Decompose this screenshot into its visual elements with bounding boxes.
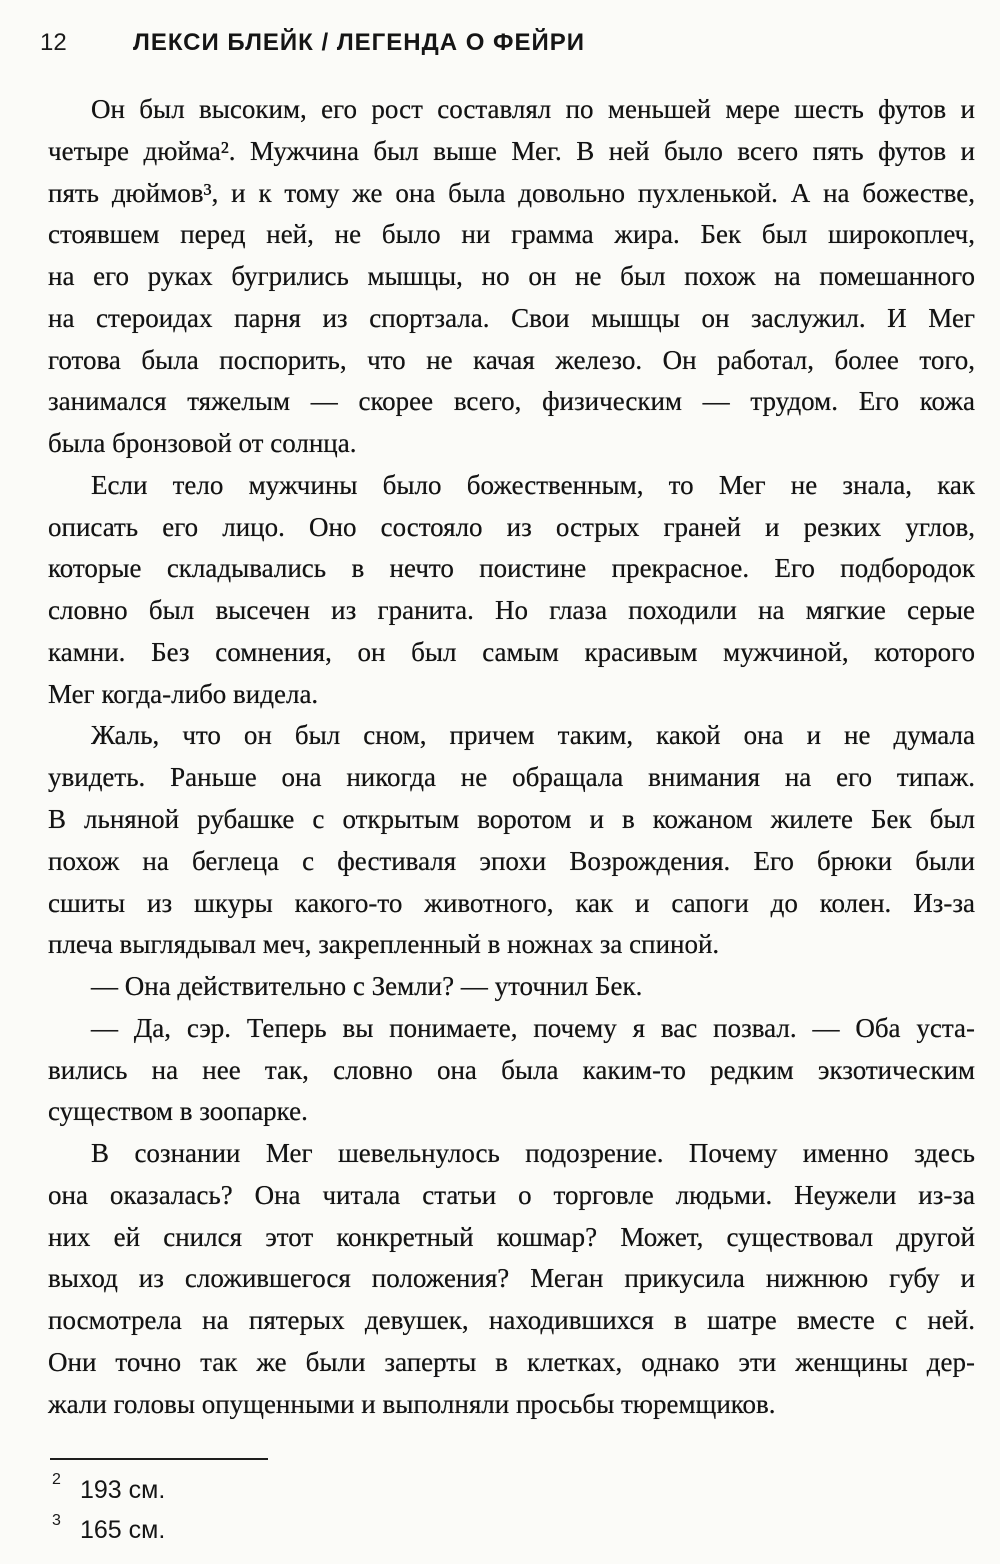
text-line: Он был высоким, его рост составлял по меньшей мере шесть футов и	[91, 94, 975, 124]
text-line: которые складывались в нечто поистине прекрасное. Его подбородок	[48, 553, 975, 584]
footnote-text: 193 см.	[80, 1476, 166, 1504]
text-line: выход из сложившегося положения? Меган прикусила нижнюю губу и	[48, 1263, 975, 1294]
footnote-mark: 2	[52, 1471, 61, 1488]
text-line: похож на беглеца с фестиваля эпохи Возрождения. Его брюки были	[48, 845, 975, 876]
body-text	[48, 89, 975, 1426]
text-line: плеча выглядывал меч, закрепленный в ножнах за спиной.	[48, 929, 720, 960]
page-number: 12	[40, 29, 67, 56]
footnote-separator	[50, 1458, 268, 1460]
text-line: описать его лицо. Оно состояло из острых граней и резких углов,	[48, 511, 975, 542]
paragraph	[48, 1133, 975, 1425]
text-line: словно был высечен из гранита. Но глаза походили на мягкие серые	[48, 595, 975, 626]
text-line: увидеть. Раньше она никогда не обращала внимания на его типаж.	[48, 762, 975, 793]
text-line: существом в зоопарке.	[48, 1096, 308, 1127]
footnote-mark: 3	[52, 1512, 61, 1529]
text-line: занимался тяжелым — скорее всего, физическим — трудом. Его кожа	[48, 386, 975, 417]
text-line: Жаль, что он был сном, причем таким, какой она и не думала	[91, 720, 975, 751]
text-line: Они точно так же были заперты в клетках, однако эти женщины дер-	[48, 1346, 975, 1377]
text-line: Если тело мужчины было божественным, то Мег не знала, как	[91, 469, 975, 500]
paragraph	[48, 966, 975, 1008]
paragraph	[48, 89, 975, 465]
paragraph	[48, 715, 975, 966]
text-line: на его руках бугрились мышцы, но он не был похож на помешанного	[48, 261, 975, 292]
text-line: сшиты из шкуры какого-то животного, как и сапоги до колен. Из-за	[48, 887, 975, 918]
paragraph	[48, 465, 975, 716]
text-line: Мег когда-либо видела.	[48, 678, 319, 709]
text-line: вились на нее так, словно она была каким-то редким экзотическим	[48, 1054, 975, 1085]
text-line: готова была поспорить, что не качая железо. Он работал, более того,	[48, 344, 975, 375]
text-line: них ей снился этот конкретный кошмар? Может, существовал другой	[48, 1221, 975, 1252]
text-line: камни. Без сомнения, он был самым красивым мужчиной, которого	[48, 636, 975, 667]
footnote-text: 165 см.	[80, 1516, 166, 1544]
text-line: стоявшем перед ней, не было ни грамма жира. Бек был широкоплеч,	[48, 219, 975, 250]
text-line: В сознании Мег шевельнулось подозрение. Почему именно здесь	[91, 1138, 975, 1169]
text-line: была бронзовой от солнца.	[48, 428, 357, 459]
text-line: посмотрела на пятерых девушек, находившихся в шатре вместе с ней.	[48, 1305, 975, 1336]
text-line: на стероидах парня из спортзала. Свои мышцы он заслужил. И Мег	[48, 302, 975, 333]
text-line: жали головы опущенными и выполняли просьбы тюремщиков.	[48, 1388, 776, 1419]
text-line: — Да, сэр. Теперь вы понимаете, почему я вас позвал. — Оба уста-	[91, 1012, 975, 1043]
text-line: она оказалась? Она читала статьи о торговле людьми. Неужели из-за	[48, 1179, 975, 1210]
running-title: ЛЕКСИ БЛЕЙК / ЛЕГЕНДА О ФЕЙРИ	[133, 29, 586, 56]
paragraph	[48, 1008, 975, 1133]
text-line: В льняной рубашке с открытым воротом и в кожаном жилете Бек был	[48, 804, 975, 835]
text-line: четыре дюйма². Мужчина был выше Мег. В ней было всего пять футов и	[48, 135, 975, 166]
text-line: пять дюймов³, и к тому же она была довольно пухленькой. А на божестве,	[48, 177, 975, 208]
text-line: — Она действительно с Земли? — уточнил Бек.	[91, 971, 643, 1002]
